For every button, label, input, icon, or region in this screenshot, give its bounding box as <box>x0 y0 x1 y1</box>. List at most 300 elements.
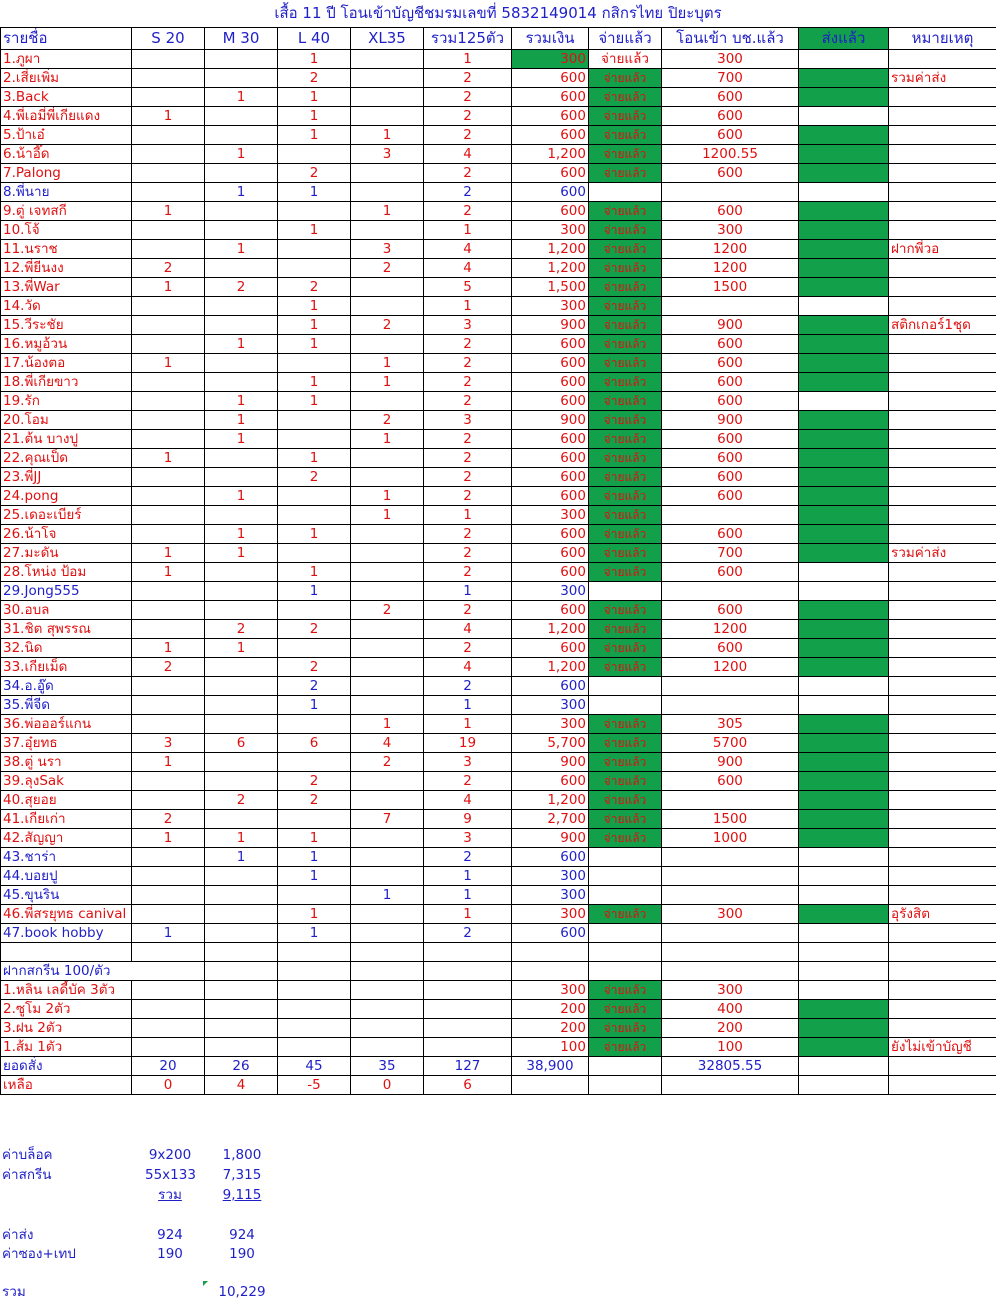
row-xl-cell[interactable] <box>351 582 424 601</box>
row-name-cell[interactable]: 15.วีระชัย <box>1 316 132 335</box>
row-total-cell[interactable]: 1 <box>424 221 512 240</box>
row-s-cell[interactable] <box>132 430 205 449</box>
row-sent-cell[interactable] <box>799 848 889 867</box>
row-paid-cell[interactable]: จ่ายแล้ว <box>589 392 662 411</box>
row-total-cell[interactable]: 2 <box>424 601 512 620</box>
row-xl-cell[interactable] <box>351 905 424 924</box>
row-m-cell[interactable] <box>205 468 278 487</box>
row-l-cell[interactable] <box>278 753 351 772</box>
row-m-cell[interactable] <box>205 202 278 221</box>
header-name[interactable]: รายชื่อ <box>1 28 132 50</box>
blank-cell[interactable] <box>424 943 512 962</box>
blank-cell[interactable] <box>512 1076 589 1095</box>
row-transfer-cell[interactable]: 600 <box>662 107 799 126</box>
row-sent-cell[interactable] <box>799 468 889 487</box>
row-transfer-cell[interactable]: 1500 <box>662 810 799 829</box>
totals-label[interactable]: ยอดสั่ง <box>1 1057 132 1076</box>
row-l-cell[interactable] <box>278 886 351 905</box>
row-s-cell[interactable] <box>132 772 205 791</box>
row-total-cell[interactable]: 2 <box>424 69 512 88</box>
row-transfer-cell[interactable]: 900 <box>662 753 799 772</box>
row-sent-cell[interactable] <box>799 411 889 430</box>
row-name-cell[interactable]: 37.อุ๋ยทธ <box>1 734 132 753</box>
row-note-cell[interactable] <box>889 734 996 753</box>
row-total-cell[interactable]: 2 <box>424 772 512 791</box>
row-sent-cell[interactable] <box>799 715 889 734</box>
row-amount-cell[interactable]: 300 <box>512 905 589 924</box>
row-sent-cell[interactable] <box>799 677 889 696</box>
row-paid-cell[interactable]: จ่ายแล้ว <box>589 487 662 506</box>
row-amount-cell[interactable]: 300 <box>512 297 589 316</box>
row-transfer-cell[interactable]: 600 <box>662 449 799 468</box>
row-transfer-cell[interactable]: 600 <box>662 88 799 107</box>
row-transfer-cell[interactable]: 700 <box>662 544 799 563</box>
row-name-cell[interactable]: 12.พี่ยีนงง <box>1 259 132 278</box>
row-amount-cell[interactable]: 600 <box>512 392 589 411</box>
row-note-cell[interactable] <box>889 335 996 354</box>
blank-cell[interactable] <box>662 1076 799 1095</box>
row-l-cell[interactable]: 1 <box>278 525 351 544</box>
row-l-cell[interactable] <box>278 145 351 164</box>
row-l-cell[interactable]: 1 <box>278 867 351 886</box>
row-xl-cell[interactable]: 2 <box>351 259 424 278</box>
row-note-cell[interactable] <box>889 639 996 658</box>
row-total-cell[interactable]: 2 <box>424 126 512 145</box>
blank-cell[interactable] <box>512 943 589 962</box>
row-paid-cell[interactable]: จ่ายแล้ว <box>589 126 662 145</box>
row-amount-cell[interactable]: 600 <box>512 183 589 202</box>
row-total-cell[interactable]: 2 <box>424 183 512 202</box>
screen-sent-cell[interactable] <box>799 981 889 1000</box>
row-s-cell[interactable] <box>132 297 205 316</box>
row-amount-cell[interactable]: 600 <box>512 373 589 392</box>
row-total-cell[interactable]: 2 <box>424 449 512 468</box>
row-s-cell[interactable] <box>132 525 205 544</box>
row-l-cell[interactable] <box>278 506 351 525</box>
screen-note-cell[interactable] <box>889 981 996 1000</box>
row-l-cell[interactable]: 2 <box>278 164 351 183</box>
row-name-cell[interactable]: 14.วัด <box>1 297 132 316</box>
row-total-cell[interactable]: 4 <box>424 145 512 164</box>
row-name-cell[interactable]: 4.พี่เอมี่พี่เกียแดง <box>1 107 132 126</box>
row-transfer-cell[interactable]: 1200 <box>662 240 799 259</box>
row-m-cell[interactable] <box>205 354 278 373</box>
row-s-cell[interactable]: 1 <box>132 107 205 126</box>
row-m-cell[interactable] <box>205 316 278 335</box>
screen-transfer-cell[interactable]: 200 <box>662 1019 799 1038</box>
row-xl-cell[interactable]: 1 <box>351 487 424 506</box>
row-s-cell[interactable]: 1 <box>132 449 205 468</box>
row-s-cell[interactable] <box>132 487 205 506</box>
totals-l[interactable]: 45 <box>278 1057 351 1076</box>
blank-cell[interactable] <box>278 943 351 962</box>
row-sent-cell[interactable] <box>799 905 889 924</box>
header-transfer[interactable]: โอนเข้า บช.แล้ว <box>662 28 799 50</box>
row-paid-cell[interactable]: จ่ายแล้ว <box>589 430 662 449</box>
row-sent-cell[interactable] <box>799 810 889 829</box>
row-s-cell[interactable] <box>132 791 205 810</box>
row-name-cell[interactable]: 3.Back <box>1 88 132 107</box>
row-xl-cell[interactable] <box>351 829 424 848</box>
row-m-cell[interactable]: 6 <box>205 734 278 753</box>
row-total-cell[interactable]: 5 <box>424 278 512 297</box>
row-m-cell[interactable] <box>205 753 278 772</box>
row-total-cell[interactable]: 2 <box>424 544 512 563</box>
screen-sent-cell[interactable] <box>799 1019 889 1038</box>
row-xl-cell[interactable] <box>351 164 424 183</box>
row-l-cell[interactable]: 1 <box>278 905 351 924</box>
row-total-cell[interactable]: 2 <box>424 487 512 506</box>
blank-cell[interactable] <box>205 962 278 981</box>
row-sent-cell[interactable] <box>799 525 889 544</box>
row-xl-cell[interactable]: 1 <box>351 506 424 525</box>
row-total-cell[interactable]: 2 <box>424 107 512 126</box>
blank-cell[interactable] <box>205 1038 278 1057</box>
row-m-cell[interactable]: 1 <box>205 392 278 411</box>
remaining-total[interactable]: 6 <box>424 1076 512 1095</box>
row-xl-cell[interactable] <box>351 69 424 88</box>
row-sent-cell[interactable] <box>799 867 889 886</box>
row-sent-cell[interactable] <box>799 601 889 620</box>
row-xl-cell[interactable] <box>351 449 424 468</box>
row-sent-cell[interactable] <box>799 582 889 601</box>
row-sent-cell[interactable] <box>799 278 889 297</box>
row-m-cell[interactable]: 1 <box>205 240 278 259</box>
row-sent-cell[interactable] <box>799 696 889 715</box>
row-s-cell[interactable] <box>132 164 205 183</box>
row-sent-cell[interactable] <box>799 886 889 905</box>
screen-name-cell[interactable]: 1.หลิน เลดี้บัค 3ตัว <box>1 981 132 1000</box>
row-sent-cell[interactable] <box>799 145 889 164</box>
row-paid-cell[interactable] <box>589 867 662 886</box>
row-s-cell[interactable] <box>132 886 205 905</box>
row-note-cell[interactable] <box>889 145 996 164</box>
row-xl-cell[interactable]: 2 <box>351 316 424 335</box>
screen-amount-cell[interactable]: 200 <box>512 1019 589 1038</box>
row-l-cell[interactable]: 2 <box>278 278 351 297</box>
row-note-cell[interactable] <box>889 183 996 202</box>
row-m-cell[interactable] <box>205 696 278 715</box>
row-amount-cell[interactable]: 300 <box>512 221 589 240</box>
row-amount-cell[interactable]: 1,200 <box>512 259 589 278</box>
blank-cell[interactable] <box>424 962 512 981</box>
row-transfer-cell[interactable]: 600 <box>662 772 799 791</box>
row-xl-cell[interactable] <box>351 658 424 677</box>
row-s-cell[interactable]: 2 <box>132 810 205 829</box>
row-transfer-cell[interactable]: 600 <box>662 601 799 620</box>
row-xl-cell[interactable]: 2 <box>351 601 424 620</box>
screen-note-cell[interactable]: ยังไม่เข้าบัญชี <box>889 1038 996 1057</box>
row-total-cell[interactable]: 4 <box>424 259 512 278</box>
row-note-cell[interactable] <box>889 506 996 525</box>
row-name-cell[interactable]: 28.โหน่ง ป้อม <box>1 563 132 582</box>
row-m-cell[interactable] <box>205 658 278 677</box>
row-l-cell[interactable]: 1 <box>278 316 351 335</box>
remaining-l[interactable]: -5 <box>278 1076 351 1095</box>
row-s-cell[interactable]: 2 <box>132 259 205 278</box>
row-transfer-cell[interactable] <box>662 677 799 696</box>
row-xl-cell[interactable] <box>351 677 424 696</box>
row-m-cell[interactable] <box>205 772 278 791</box>
row-xl-cell[interactable] <box>351 924 424 943</box>
row-total-cell[interactable]: 4 <box>424 791 512 810</box>
row-transfer-cell[interactable]: 600 <box>662 354 799 373</box>
row-sent-cell[interactable] <box>799 734 889 753</box>
row-total-cell[interactable]: 1 <box>424 886 512 905</box>
row-name-cell[interactable]: 46.พี่สรยุทธ canival <box>1 905 132 924</box>
blank-cell[interactable] <box>278 981 351 1000</box>
row-name-cell[interactable]: 18.พี่เกียขาว <box>1 373 132 392</box>
row-s-cell[interactable] <box>132 392 205 411</box>
row-paid-cell[interactable]: จ่ายแล้ว <box>589 620 662 639</box>
row-note-cell[interactable] <box>889 677 996 696</box>
row-total-cell[interactable]: 2 <box>424 335 512 354</box>
row-name-cell[interactable]: 5.ป้าเอ๋ <box>1 126 132 145</box>
row-paid-cell[interactable]: จ่ายแล้ว <box>589 164 662 183</box>
row-name-cell[interactable]: 10.โจ้ <box>1 221 132 240</box>
row-xl-cell[interactable]: 7 <box>351 810 424 829</box>
row-total-cell[interactable]: 9 <box>424 810 512 829</box>
row-m-cell[interactable] <box>205 107 278 126</box>
row-m-cell[interactable] <box>205 164 278 183</box>
row-paid-cell[interactable]: จ่ายแล้ว <box>589 639 662 658</box>
row-xl-cell[interactable] <box>351 297 424 316</box>
screen-paid-cell[interactable]: จ่ายแล้ว <box>589 1038 662 1057</box>
row-amount-cell[interactable]: 300 <box>512 715 589 734</box>
screen-transfer-cell[interactable]: 100 <box>662 1038 799 1057</box>
row-note-cell[interactable] <box>889 297 996 316</box>
row-xl-cell[interactable] <box>351 335 424 354</box>
row-l-cell[interactable]: 2 <box>278 620 351 639</box>
row-sent-cell[interactable] <box>799 924 889 943</box>
row-total-cell[interactable]: 2 <box>424 924 512 943</box>
row-total-cell[interactable]: 3 <box>424 753 512 772</box>
row-m-cell[interactable] <box>205 677 278 696</box>
row-l-cell[interactable] <box>278 639 351 658</box>
row-m-cell[interactable]: 1 <box>205 848 278 867</box>
row-amount-cell[interactable]: 600 <box>512 563 589 582</box>
row-xl-cell[interactable] <box>351 107 424 126</box>
row-xl-cell[interactable]: 1 <box>351 373 424 392</box>
screen-transfer-cell[interactable]: 400 <box>662 1000 799 1019</box>
row-note-cell[interactable] <box>889 696 996 715</box>
row-note-cell[interactable] <box>889 753 996 772</box>
row-s-cell[interactable]: 1 <box>132 354 205 373</box>
row-note-cell[interactable] <box>889 449 996 468</box>
row-l-cell[interactable]: 1 <box>278 582 351 601</box>
header-l[interactable]: L 40 <box>278 28 351 50</box>
row-s-cell[interactable] <box>132 677 205 696</box>
row-note-cell[interactable]: ฝากพี่วอ <box>889 240 996 259</box>
totals-m[interactable]: 26 <box>205 1057 278 1076</box>
row-transfer-cell[interactable] <box>662 696 799 715</box>
row-sent-cell[interactable] <box>799 259 889 278</box>
screen-note-cell[interactable] <box>889 1019 996 1038</box>
row-m-cell[interactable]: 1 <box>205 639 278 658</box>
row-l-cell[interactable]: 1 <box>278 449 351 468</box>
screen-name-cell[interactable]: 1.ส้ม 1ตัว <box>1 1038 132 1057</box>
row-m-cell[interactable] <box>205 69 278 88</box>
row-m-cell[interactable]: 1 <box>205 411 278 430</box>
row-sent-cell[interactable] <box>799 50 889 69</box>
row-xl-cell[interactable] <box>351 563 424 582</box>
row-l-cell[interactable]: 1 <box>278 392 351 411</box>
row-transfer-cell[interactable]: 1200 <box>662 259 799 278</box>
row-note-cell[interactable] <box>889 658 996 677</box>
row-paid-cell[interactable]: จ่ายแล้ว <box>589 145 662 164</box>
row-amount-cell[interactable]: 300 <box>512 506 589 525</box>
row-note-cell[interactable] <box>889 810 996 829</box>
row-total-cell[interactable]: 2 <box>424 468 512 487</box>
row-xl-cell[interactable] <box>351 867 424 886</box>
row-l-cell[interactable] <box>278 601 351 620</box>
row-transfer-cell[interactable] <box>662 791 799 810</box>
row-l-cell[interactable]: 2 <box>278 791 351 810</box>
row-amount-cell[interactable]: 300 <box>512 50 589 69</box>
blank-cell[interactable] <box>662 943 799 962</box>
row-total-cell[interactable]: 2 <box>424 202 512 221</box>
row-transfer-cell[interactable] <box>662 297 799 316</box>
row-amount-cell[interactable]: 600 <box>512 848 589 867</box>
blank-cell[interactable] <box>889 962 996 981</box>
row-amount-cell[interactable]: 600 <box>512 69 589 88</box>
row-total-cell[interactable]: 1 <box>424 297 512 316</box>
row-l-cell[interactable] <box>278 411 351 430</box>
row-xl-cell[interactable] <box>351 183 424 202</box>
row-l-cell[interactable]: 1 <box>278 335 351 354</box>
row-m-cell[interactable] <box>205 810 278 829</box>
row-note-cell[interactable]: รวมค่าส่ง <box>889 69 996 88</box>
blank-cell[interactable] <box>424 1038 512 1057</box>
blank-cell[interactable] <box>424 1019 512 1038</box>
row-amount-cell[interactable]: 300 <box>512 886 589 905</box>
row-xl-cell[interactable]: 2 <box>351 753 424 772</box>
row-total-cell[interactable]: 2 <box>424 373 512 392</box>
row-paid-cell[interactable]: จ่ายแล้ว <box>589 829 662 848</box>
row-paid-cell[interactable]: จ่ายแล้ว <box>589 544 662 563</box>
row-note-cell[interactable]: สติกเกอร์1ชุด <box>889 316 996 335</box>
row-xl-cell[interactable] <box>351 392 424 411</box>
row-sent-cell[interactable] <box>799 126 889 145</box>
row-s-cell[interactable]: 1 <box>132 924 205 943</box>
totals-transfer[interactable]: 32805.55 <box>662 1057 799 1076</box>
row-xl-cell[interactable]: 4 <box>351 734 424 753</box>
row-paid-cell[interactable]: จ่ายแล้ว <box>589 791 662 810</box>
row-transfer-cell[interactable]: 305 <box>662 715 799 734</box>
row-amount-cell[interactable]: 1,200 <box>512 791 589 810</box>
row-transfer-cell[interactable]: 5700 <box>662 734 799 753</box>
row-amount-cell[interactable]: 1,200 <box>512 240 589 259</box>
row-amount-cell[interactable]: 600 <box>512 601 589 620</box>
row-s-cell[interactable] <box>132 221 205 240</box>
row-sent-cell[interactable] <box>799 240 889 259</box>
row-m-cell[interactable] <box>205 449 278 468</box>
row-name-cell[interactable]: 34.อ.อู๊ด <box>1 677 132 696</box>
screen-note-cell[interactable] <box>889 1000 996 1019</box>
row-sent-cell[interactable] <box>799 506 889 525</box>
row-s-cell[interactable] <box>132 411 205 430</box>
row-s-cell[interactable] <box>132 69 205 88</box>
blank-cell[interactable] <box>351 981 424 1000</box>
row-amount-cell[interactable]: 900 <box>512 753 589 772</box>
row-sent-cell[interactable] <box>799 639 889 658</box>
row-amount-cell[interactable]: 600 <box>512 468 589 487</box>
row-transfer-cell[interactable]: 600 <box>662 373 799 392</box>
row-total-cell[interactable]: 2 <box>424 430 512 449</box>
row-transfer-cell[interactable]: 600 <box>662 392 799 411</box>
row-l-cell[interactable]: 2 <box>278 658 351 677</box>
screen-transfer-cell[interactable]: 300 <box>662 981 799 1000</box>
row-amount-cell[interactable]: 600 <box>512 525 589 544</box>
row-transfer-cell[interactable]: 600 <box>662 202 799 221</box>
row-total-cell[interactable]: 2 <box>424 639 512 658</box>
row-s-cell[interactable] <box>132 848 205 867</box>
row-m-cell[interactable] <box>205 259 278 278</box>
blank-cell[interactable] <box>351 1038 424 1057</box>
row-name-cell[interactable]: 25.เดอะเบียร์ <box>1 506 132 525</box>
row-m-cell[interactable] <box>205 563 278 582</box>
row-m-cell[interactable]: 2 <box>205 620 278 639</box>
row-s-cell[interactable]: 1 <box>132 829 205 848</box>
row-amount-cell[interactable]: 900 <box>512 829 589 848</box>
row-note-cell[interactable] <box>889 772 996 791</box>
row-l-cell[interactable]: 1 <box>278 563 351 582</box>
row-s-cell[interactable] <box>132 373 205 392</box>
row-sent-cell[interactable] <box>799 316 889 335</box>
row-sent-cell[interactable] <box>799 620 889 639</box>
row-transfer-cell[interactable]: 600 <box>662 126 799 145</box>
row-note-cell[interactable] <box>889 468 996 487</box>
row-total-cell[interactable]: 2 <box>424 354 512 373</box>
row-name-cell[interactable]: 20.โอม <box>1 411 132 430</box>
row-name-cell[interactable]: 13.พี่War <box>1 278 132 297</box>
row-amount-cell[interactable]: 900 <box>512 316 589 335</box>
row-paid-cell[interactable]: จ่ายแล้ว <box>589 734 662 753</box>
row-l-cell[interactable]: 1 <box>278 848 351 867</box>
row-l-cell[interactable]: 2 <box>278 69 351 88</box>
row-total-cell[interactable]: 3 <box>424 829 512 848</box>
row-total-cell[interactable]: 1 <box>424 715 512 734</box>
blank-cell[interactable] <box>351 1019 424 1038</box>
row-xl-cell[interactable] <box>351 791 424 810</box>
row-note-cell[interactable] <box>889 50 996 69</box>
row-m-cell[interactable]: 1 <box>205 430 278 449</box>
row-l-cell[interactable] <box>278 240 351 259</box>
row-amount-cell[interactable]: 1,500 <box>512 278 589 297</box>
row-transfer-cell[interactable]: 300 <box>662 221 799 240</box>
row-name-cell[interactable]: 41.เกียเก่า <box>1 810 132 829</box>
row-amount-cell[interactable]: 600 <box>512 639 589 658</box>
row-sent-cell[interactable] <box>799 221 889 240</box>
row-paid-cell[interactable]: จ่ายแล้ว <box>589 810 662 829</box>
row-transfer-cell[interactable] <box>662 886 799 905</box>
header-amount[interactable]: รวมเงิน <box>512 28 589 50</box>
row-xl-cell[interactable]: 1 <box>351 202 424 221</box>
row-note-cell[interactable] <box>889 886 996 905</box>
header-s[interactable]: S 20 <box>132 28 205 50</box>
row-note-cell[interactable] <box>889 259 996 278</box>
row-name-cell[interactable]: 32.นิด <box>1 639 132 658</box>
row-s-cell[interactable]: 1 <box>132 753 205 772</box>
row-m-cell[interactable]: 1 <box>205 544 278 563</box>
row-total-cell[interactable]: 3 <box>424 316 512 335</box>
row-note-cell[interactable]: รวมค่าส่ง <box>889 544 996 563</box>
row-m-cell[interactable]: 2 <box>205 791 278 810</box>
row-name-cell[interactable]: 24.pong <box>1 487 132 506</box>
row-sent-cell[interactable] <box>799 164 889 183</box>
row-l-cell[interactable]: 1 <box>278 221 351 240</box>
row-sent-cell[interactable] <box>799 658 889 677</box>
